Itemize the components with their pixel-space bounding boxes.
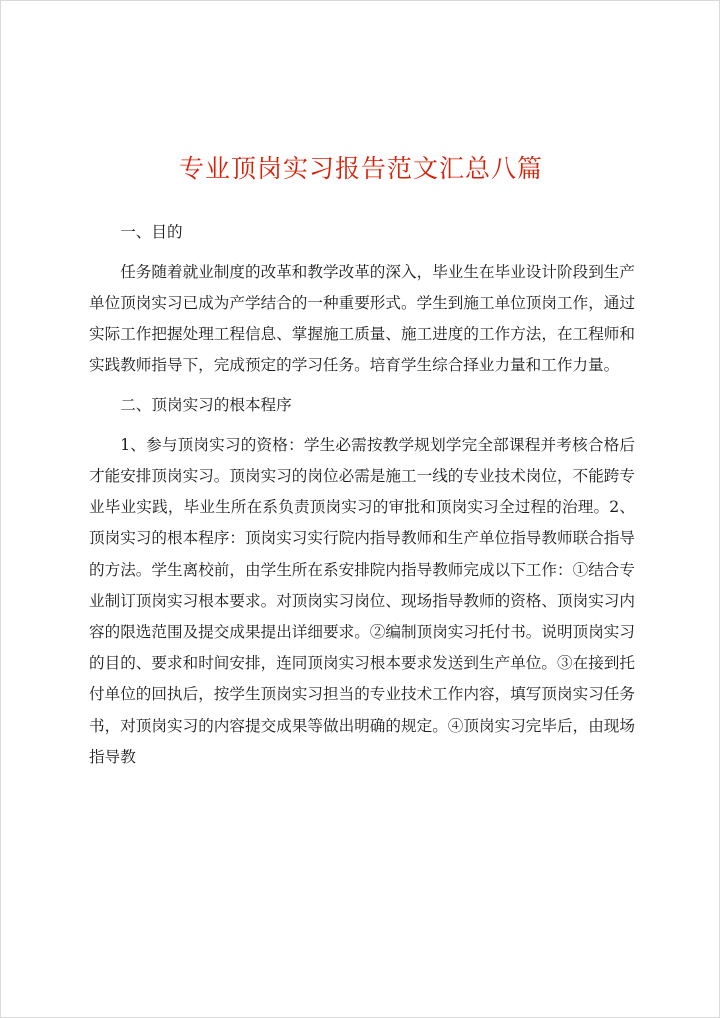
section-heading-procedure: 二、顶岗实习的根本程序 [120,396,292,415]
paragraph-purpose: 任务随着就业制度的改革和教学改革的深入，毕业生在毕业设计阶段到生产单位顶岗实习已成为产学结合的一种重要形式。学生到施工单位顶岗工作，通过实际工作把握处理工程信息、掌握施工质量、施工进度的工作方法，在工程师和实践教师指导下，完成预定的学习任务。培育学生综合择业力量和工作力量。 [89,262,635,375]
paragraph-procedure: 1、参与顶岗实习的资格：学生必需按教学规划学完全部课程并考核合格后才能安排顶岗实习。顶岗实习的岗位必需是施工一线的专业技术岗位，不能跨专业毕业实践，毕业生所在系负责顶岗实习的审批和顶岗实习全过程的治理。2、顶岗实习的根本程序：顶岗实习实行院内指导教师和生产单位指导教师联合指导的方法。学生离校前，由学生所在系安排院内指导教师完成以下工作：①结合专业制订顶岗实习根本要求。对顶岗实习岗位、现场指导教师的资格、顶岗实习内容的限选范围及提交成果提出详细要求。②编制顶岗实习托付书。说明顶岗实习的目的、要求和时间安排，连同顶岗实习根本要求发送到生产单位。③在接到托付单位的回执后，按学生顶岗实习担当的专业技术工作内容，填写顶岗实习任务书，对顶岗实习的内容提交成果等做出明确的规定。④顶岗实习完毕后，由现场指导教 [89,435,635,766]
document-title: 专业顶岗实习报告范文汇总八篇 [178,154,543,183]
document-body [89,217,635,773]
section-heading-purpose: 一、目的 [120,223,183,241]
